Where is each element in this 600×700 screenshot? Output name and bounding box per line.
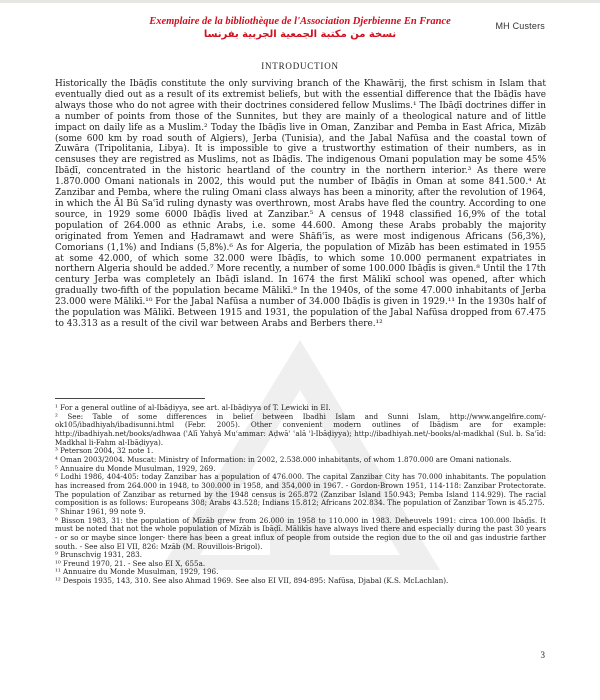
library-stamp — [115, 16, 485, 41]
footnote-4: ⁴ Oman 2003/2004. Muscat: Ministry of Information: in 2002, 2.538.000 inhabitants, of whom 1.870.000 are Omani nationals. — [55, 454, 512, 464]
footnote-7: ⁷ Shinar 1961, 99 note 9. — [55, 506, 146, 516]
footnote-8: ⁸ Bisson 1983, 31: the population of Mīzāb grew from 26.000 in 1958 to 110.000 in 1983. Deheuvels 1991: circa 100.000 Ibāḍīs. It must be noted that not the whole population of Mīzāb is Ibāḍī. Mālikīs have always lived there and especially during the past 30 years - or so or maybe since longer- there has been a great influx of people from outside the region due to the oil and gas industrie farther south. - See also EI VII, 826: Mzāb (M. Rouvillois-Brigol). — [55, 515, 546, 551]
footnote-1: ¹ For a general outline of al-Ibāḍiyya, see art. al-Ibāḍiyya of T. Lewicki in EI. — [55, 403, 331, 412]
stamp-arabic-text: نسخة من مكتبة الجمعية الجربية بفرنسا — [203, 29, 397, 40]
footnotes — [55, 404, 546, 586]
footnote-6: ⁶ Lodhi 1986, 404-405: today Zanzibar has a population of 476.000. The capital Zanzibar City has 70.000 inhabitants. The population has increased from 264.000 in 1948, to 300.000 in 1958, and 354,000 in 1967. - Gordon-Brown 1951, 114-118: Zanzibar Protectorate. The population of Zanzibar as returned by the 1948 census is 265.872 (Zanzibar Island 150.943; Pemba Island 114.929). The racial composition is as follows: Europeans 308; Arabs 43.528; Indians 15.812; Africans 202.834. The population of Zanzibar Town is 45.275. — [55, 472, 546, 508]
footnote-9: ⁹ Brunschvig 1931, 283. — [55, 550, 143, 560]
footnote-12: ¹² Despois 1935, 143, 310. See also Ahmad 1969. See also EI VII, 894-895: Nafūsa, Djabal (K.S. McLachlan). — [55, 576, 449, 586]
scan-edge — [0, 0, 600, 3]
stamp-latin-text: Exemplaire de la bibliothèque de l'Association Djerbienne En France — [149, 16, 451, 27]
page-number: 3 — [540, 650, 545, 660]
running-header-author: MH Custers — [495, 21, 545, 31]
page-title: INTRODUCTION — [261, 61, 339, 71]
body-paragraph: Historically the Ibāḍīs constitute the only surviving branch of the Khawārij, the first schism in Islam that eventually died out as a result of its extremist beliefs, but with the essential difference that the Ibāḍīs have always those who do not agree with their doctrines considered fellow Muslims.¹ The Ibāḍī doctrines differ in a number of points from those of the Sunnites, but they are mainly of a theological nature and of little impact on daily life as a Muslim.² Today the Ibāḍīs live in Oman, Zanzibar and Pemba in East Africa, Mīzāb (some 600 km by road south of Algiers), Jerba (Tunisia), and the Jabal Nafūsa and the coastal town of Zuwāra (Tripolitania, Libya). It is impossible to give a trustworthy estimation of their numbers, as in censuses they are registred as Muslims, not as Ibāḍīs. The indigenous Omani population may be some 45% Ibāḍī, concentrated in the historic heartland of the country in the northern interior.³ As there were 1.870.000 Omani nationals in 2002, this would put the number of Ibāḍīs in Oman at some 841.500.⁴ At Zanzibar and Pemba, where the ruling Omani class always has been a minority, after the revolution of 1964, in which the Āl Bū Saʿīd ruling dynasty was overthrown, most Arabs have fled the country. According to one source, in 1929 some 6000 Ibāḍīs lived at Zanzibar.⁵ A census of 1948 classified 16,9% of the total population of 264.000 as ethnic Arabs, i.e. some 44.600. Among these Arabs probably the majority originated from Yemen and Ḥadramawt and were Shāfiʿīs, as were most indigenous Africans (56,3%), Comorians (1,1%) and Indians (5,8%).⁶ As for Algeria, the population of Mīzāb has been estimated in 1955 at some 42.000, of which some 32.000 were Ibāḍīs, to which some 10.000 permanent expatriates in northern Algeria should be added.⁷ More recently, a number of some 100.000 Ibāḍīs is given.⁸ Until the 17th century Jerba was completely an Ibāḍī island. In 1674 the first Mālikī school was opened, after which gradually two-fifth of the population became Mālikī.⁹ In the 1940s, of the some 47.000 inhabitants of Jerba 23.000 were Mālikī.¹⁰ For the Jabal Nafūsa a number of 34.000 Ibāḍīs is given in 1929.¹¹ In the 1930s half of the population was Mālikī. Between 1915 and 1931, the population of the Jabal Nafūsa dropped from 67.475 to 43.313 as a result of the civil war between Arabs and Berbers there.¹² — [55, 79, 546, 329]
footnote-10: ¹⁰ Freund 1970, 21. - See also EI X, 655a. — [55, 558, 206, 568]
footnote-5: ⁵ Annuaire du Monde Musulman, 1929, 269. — [55, 463, 216, 473]
footnote-2: ² See: Table of some differences in belief between Ibadhi Islam and Sunni Islam, http://www.angelfire.com/-ok105/ibadhiyah/ibadisunni.html (Febr. 2005). Other convenient modern outlines of Ibāḍism are for example: http://ibadhiyah.net/books/adhwaa ('Alī Yahyā Muʿammar: Aḍwāʾ ʿalā ʾl-Ibāḍiyya); http://ibadhiyah.net/-books/al-madkhal (Sul. b. Saʿīd: Madkhal li-Fahm al-Ibāḍiyya). — [55, 411, 546, 447]
footnote-divider — [55, 398, 205, 399]
footnote-3: ³ Peterson 2004, 32 note 1. — [55, 446, 154, 456]
footnote-11: ¹¹ Annuaire du Monde Musulman, 1929, 196. — [55, 567, 219, 577]
